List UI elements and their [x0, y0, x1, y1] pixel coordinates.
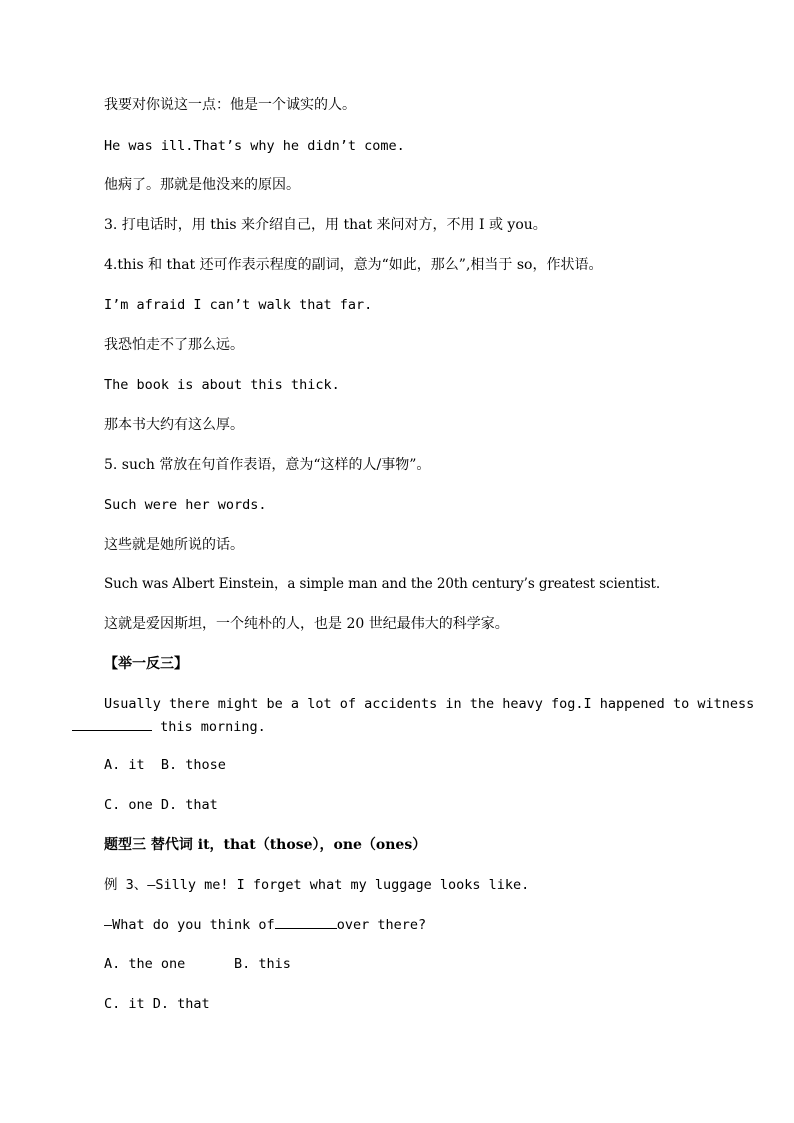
text-line: 这些就是她所说的话。 [104, 537, 244, 553]
example-line: 例 3、—Silly me! I forget what my luggage looks like. [104, 877, 530, 893]
text-line: He was ill.That’s why he didn’t come. [104, 138, 405, 154]
example-line [104, 914, 426, 934]
text-line: Such was Albert Einstein，a simple man and the 20th century’s greatest scientist. [104, 576, 661, 592]
text-line: 这就是爱因斯坦，一个纯朴的人，也是 20 世纪最伟大的科学家。 [104, 616, 509, 632]
question-text: Usually there might be a lot of accidents in the heavy fog.I happened to witness [104, 696, 755, 712]
text-line: 4.this 和 that 还可作表示程度的副词，意为“如此，那么”,相当于 so，作状语。 [104, 257, 603, 273]
text-line: 他病了。那就是他没来的原因。 [104, 177, 300, 193]
text-line: I’m afraid I can’t walk that far. [104, 297, 373, 313]
options-row: A. the one B. this [104, 956, 291, 972]
question-text: this morning. [152, 719, 266, 735]
example-text: over there? [336, 917, 427, 933]
text-line: 5. such 常放在句首作表语，意为“这样的人/事物”。 [104, 457, 431, 473]
answer-blank [275, 914, 337, 929]
text-line: 3. 打电话时，用 this 来介绍自己，用 that 来问对方，不用 I 或 you。 [104, 217, 547, 233]
text-line: The book is about this thick. [104, 377, 340, 393]
text-line: 我要对你说这一点：他是一个诚实的人。 [104, 97, 356, 113]
options-row: C. one D. that [104, 797, 218, 813]
exercise-question-cont [72, 716, 266, 736]
answer-blank [72, 716, 152, 731]
text-line: 我恐怕走不了那么远。 [104, 337, 244, 353]
options-row: C. it D. that [104, 996, 210, 1012]
type-heading: 题型三 替代词 it，that（those），one（ones） [104, 837, 427, 853]
options-row: A. it B. those [104, 757, 226, 773]
text-line: Such were her words. [104, 497, 267, 513]
example-text: —What do you think of [104, 917, 275, 933]
exercise-question [104, 694, 754, 714]
text-line: 那本书大约有这么厚。 [104, 417, 244, 433]
section-heading: 【举一反三】 [104, 656, 188, 672]
